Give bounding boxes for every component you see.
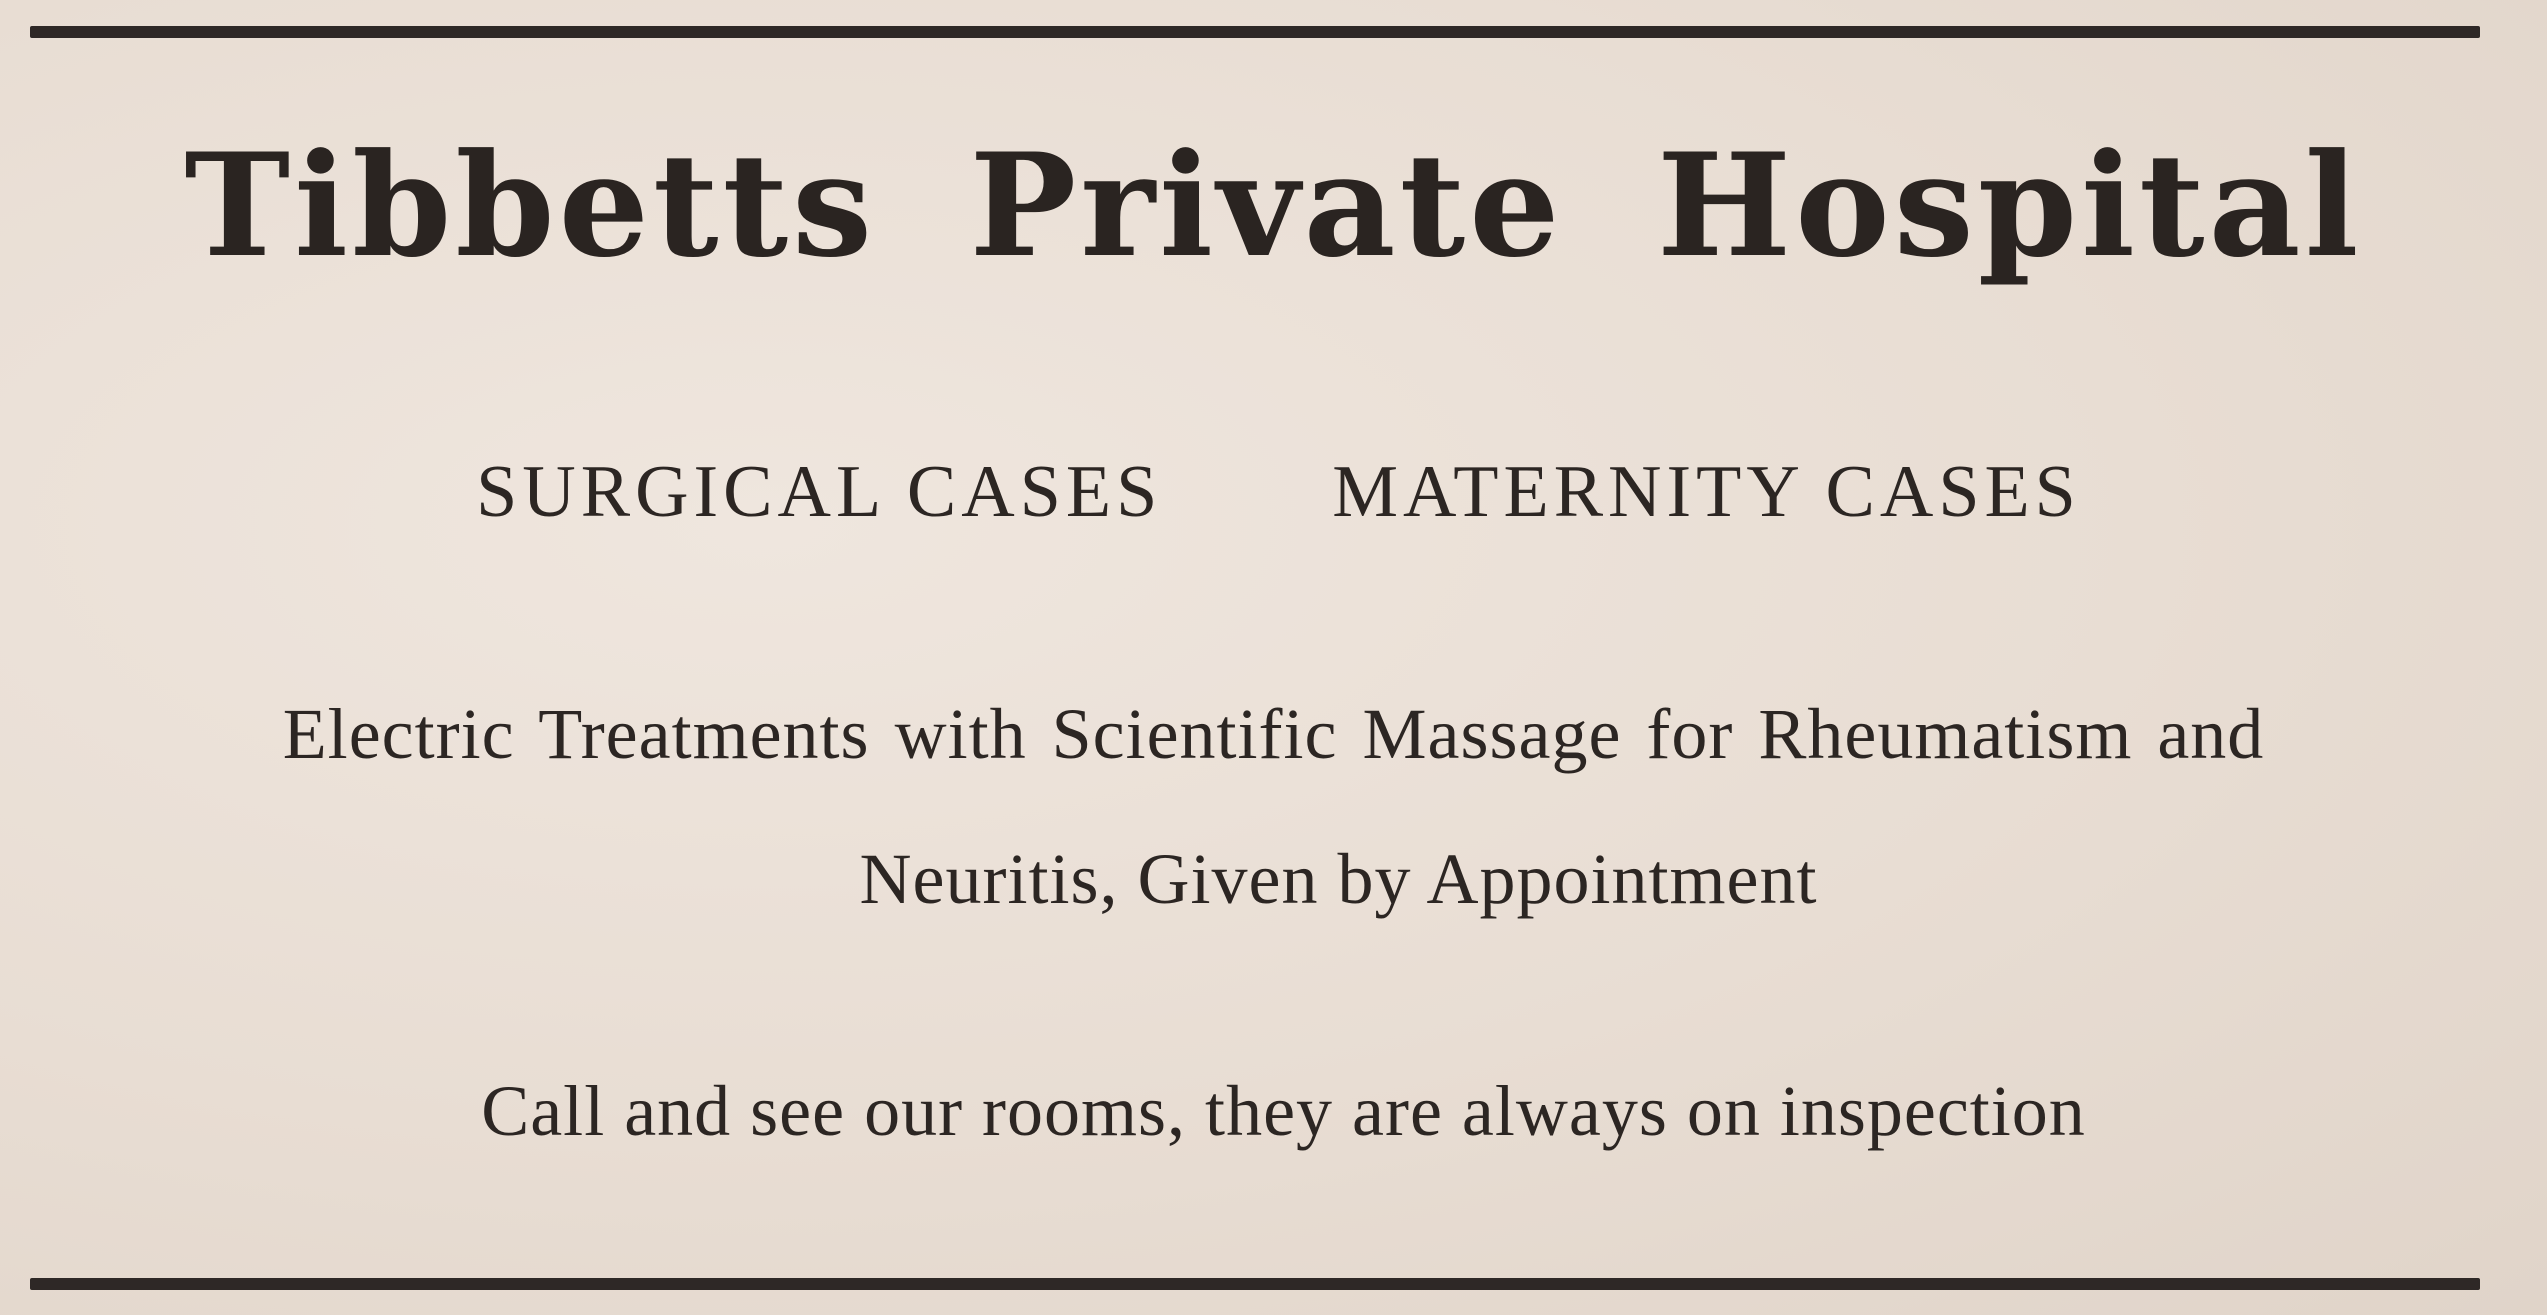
case-types [0, 451, 2547, 533]
hospital-title: Tibbetts Private Hospital [184, 123, 2363, 289]
treatments-line-2: Neuritis, Given by Appointment [859, 839, 1818, 919]
inspection-invitation: Call and see our rooms, they are always on inspection [481, 1071, 2086, 1151]
bottom-rule [30, 1278, 2480, 1290]
top-rule [30, 26, 2480, 38]
treatments-line-1: Electric Treatments with Scientific Massage for Rheumatism and [282, 694, 2265, 774]
surgical-cases-label: SURGICAL CASES [476, 451, 1163, 533]
maternity-cases-label: MATERNITY CASES [1332, 451, 2081, 533]
